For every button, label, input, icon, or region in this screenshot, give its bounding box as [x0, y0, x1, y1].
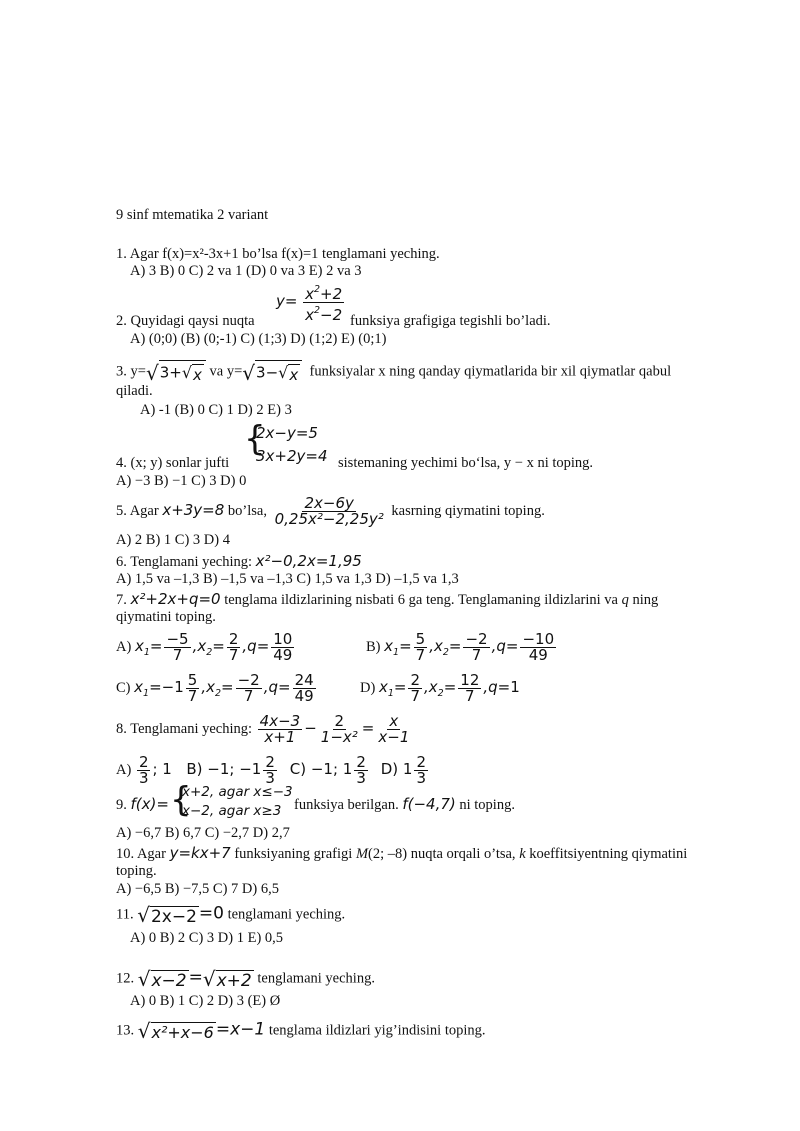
question-3-text-c: qiladi.	[116, 383, 153, 399]
question-7-option-d: D) $x_1=$ $\frac{2}{7}$ $,x_2=$ $\frac{12}{7}$ ,q=1	[360, 671, 520, 705]
question-3-sqrt-1: √ 3+ √ x	[146, 360, 206, 384]
question-5-fraction: $\frac{2x-6y}{\text{0,25x²−2,25y²}}$	[274, 494, 384, 528]
question-7-line: 7. x²+2x+q=0 tenglama ildizlarining nisbati 6 ga teng. Tenglamaning ildizlarini va q ning	[116, 590, 659, 608]
question-1-options: A) 3 B) 0 C) 2 va 1 (D) 0 va 3 E) 2 va 3	[130, 263, 362, 279]
question-12-options: A) 0 B) 1 C) 2 D) 3 (E) Ø	[130, 993, 281, 1009]
question-2-options: A) (0;0) (B) (0;-1) C) (1;3) D) (1;2) E) (0;1)	[130, 331, 387, 347]
question-3-line: 3. y= √ 3+ √ x va y= √ 3− √ x funksiyalar x ning qanday qiymatlarida bir xil qiymatlar qabul	[116, 361, 672, 385]
question-7-option-a: A) $x_1=$ $\frac{-5}{7}$ $,x_2=$ $\frac{2}{7}$ ,q= $\frac{10}{49}$	[116, 630, 293, 664]
question-2-fraction: $\frac{x^2+2}{x^2-2}$	[305, 284, 343, 324]
question-6-options: A) 1,5 va –1,3 B) –1,5 va –1,3 C) 1,5 va 1,3 D) –1,5 va 1,3	[116, 571, 459, 587]
question-7-text-c: qiymatini toping.	[116, 609, 216, 625]
question-10-text-e: toping.	[116, 863, 157, 879]
question-12-sqrt-2: √ x+2	[202, 967, 252, 991]
question-2-formula: y= $\frac{x^2+2}{x^2-2}$	[276, 284, 343, 324]
question-11-options: A) 0 B) 2 C) 3 D) 1 E) 0,5	[130, 930, 284, 946]
question-8-options: A) $\frac{2}{3}$ ; 1 B) −1; −1 $\frac{2}{3}$ C) −1; 1 $\frac{2}{3}$ D) 1 $\frac{2}{3}$	[116, 753, 427, 787]
question-12-sqrt-1: √ x−2	[137, 967, 187, 991]
question-2-text-a: 2. Quyidagi qaysi nuqta	[116, 313, 255, 329]
question-4-text-a: 4. (x; y) sonlar jufti	[116, 455, 230, 471]
question-11-sqrt: √ 2x−2	[137, 903, 197, 927]
question-9-options: A) −6,7 B) 6,7 C) −2,7 D) 2,7	[116, 825, 290, 841]
question-10-line: 10. Agar y=kx+7 funksiyaning grafigi M(2; –8) nuqta orqali o’tsa, k koeffitsiyentning qiymatini	[116, 844, 688, 862]
question-9-prefix: 9. f(x)=	[116, 795, 169, 813]
question-8-line: 8. Tenglamani yeching: $\frac{4x-3}{x+1}$ − $\frac{2}{\text{1−x²}}$ = $\frac{x}{x-1}$	[116, 712, 410, 746]
question-11-line: 11. √ 2x−2 =0 tenglamani yeching.	[116, 903, 346, 927]
question-5-options: A) 2 B) 1 C) 3 D) 4	[116, 532, 230, 548]
question-9-text: funksiya berilgan. f(−4,7) ni toping.	[294, 795, 515, 813]
question-13-sqrt: √ x²+x−6	[137, 1019, 214, 1043]
question-3-options: A) -1 (B) 0 C) 1 D) 2 E) 3	[140, 402, 292, 418]
page-title: 9 sinf mtematika 2 variant	[116, 207, 269, 223]
question-4-options: A) −3 B) −1 C) 3 D) 0	[116, 473, 247, 489]
question-2-text-b: funksiya grafigiga tegishli bo’ladi.	[350, 313, 551, 329]
question-1-text: 1. Agar f(x)=x²-3x+1 bo’lsa f(x)=1 tenglamani yeching.	[116, 246, 440, 262]
question-6-line: 6. Tenglamani yeching: x²−0,2x=1,95	[116, 552, 362, 570]
question-10-options: A) −6,5 B) −7,5 C) 7 D) 6,5	[116, 881, 279, 897]
question-7-option-b: B) $x_1=$ $\frac{5}{7}$ $,x_2=$ $\frac{-2}{7}$ ,q= $\frac{-10}{49}$	[366, 630, 555, 664]
question-4-text-b: sistemaning yechimi bo‘lsa, y − x ni toping.	[338, 455, 594, 471]
question-5-line: 5. Agar x+3y=8 bo’lsa, $\frac{2x-6y}{\text{0,25x²−2,25y²}}$ kasrning qiymatini toping.	[116, 494, 545, 528]
question-13-line: 13. √ x²+x−6 =x−1 tenglama ildizlari yig’indisini toping.	[116, 1019, 486, 1043]
question-12-line: 12. √ x−2 = √ x+2 tenglamani yeching.	[116, 967, 375, 991]
question-3-sqrt-2: √ 3− √ x	[242, 360, 302, 384]
question-7-option-c: C) $x_1=-1$ $\frac{5}{7}$ $,x_2=$ $\frac{-2}{7}$ ,q= $\frac{24}{49}$	[116, 671, 314, 705]
